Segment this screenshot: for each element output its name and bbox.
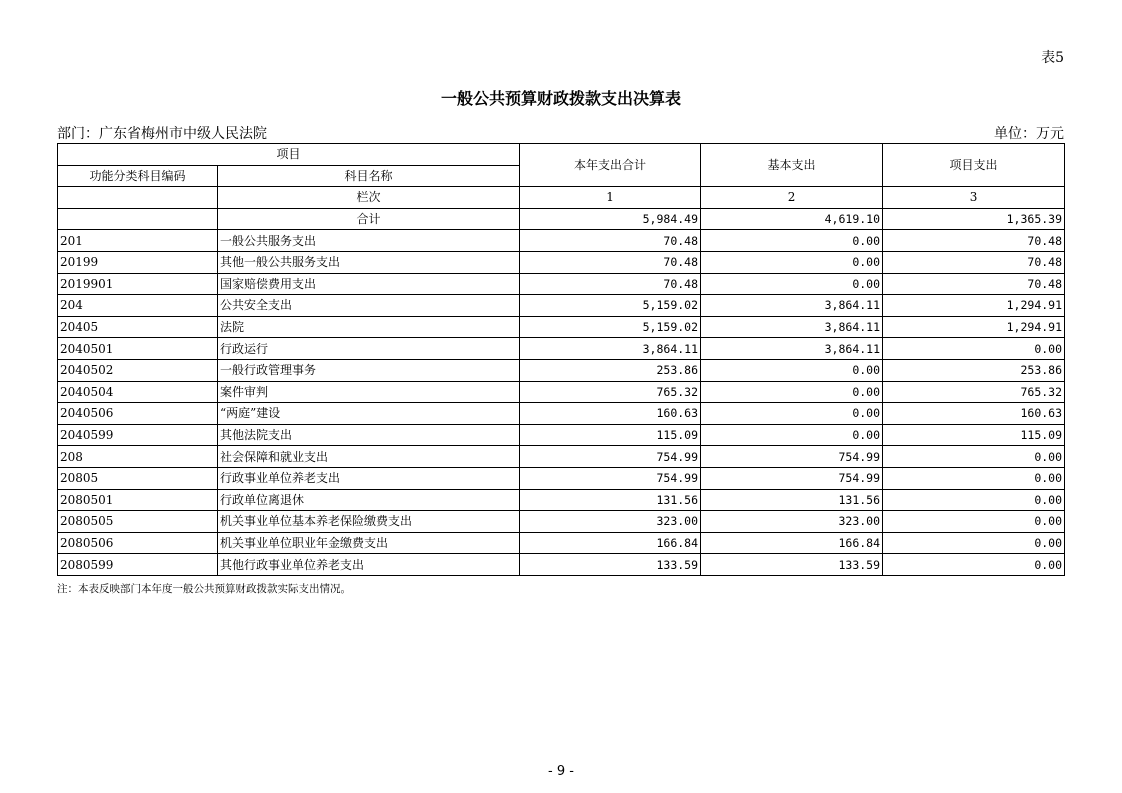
column-index-row: [58, 187, 1065, 209]
row-total: 115.09: [520, 424, 701, 446]
table-row: [58, 403, 1065, 425]
column-index-blank: [58, 187, 218, 209]
summary-total: 5,984.49: [520, 208, 701, 230]
table-number-label: 表5: [1041, 50, 1064, 66]
row-basic: 754.99: [701, 467, 883, 489]
row-project: 0.00: [883, 554, 1065, 576]
row-code: 201: [58, 230, 218, 252]
table-row: [58, 532, 1065, 554]
table-note: 注：本表反映部门本年度一般公共预算财政拨款实际支出情况。: [57, 583, 351, 595]
row-code: 208: [58, 446, 218, 468]
row-name: “两庭”建设: [218, 403, 520, 425]
row-total: 323.00: [520, 511, 701, 533]
row-basic: 3,864.11: [701, 338, 883, 360]
header-row-1: [58, 144, 1065, 166]
column-index-2: 2: [701, 187, 883, 209]
row-total: 754.99: [520, 446, 701, 468]
row-basic: 0.00: [701, 381, 883, 403]
header-name: 科目名称: [218, 165, 520, 187]
row-code: 2019901: [58, 273, 218, 295]
table-row: [58, 359, 1065, 381]
row-basic: 131.56: [701, 489, 883, 511]
table-row: [58, 424, 1065, 446]
row-code: 2040501: [58, 338, 218, 360]
row-name: 行政事业单位养老支出: [218, 467, 520, 489]
row-name: 机关事业单位职业年金缴费支出: [218, 532, 520, 554]
row-name: 法院: [218, 316, 520, 338]
table-row: [58, 251, 1065, 273]
row-basic: 3,864.11: [701, 316, 883, 338]
row-code: 20805: [58, 467, 218, 489]
row-project: 160.63: [883, 403, 1065, 425]
row-name: 其他行政事业单位养老支出: [218, 554, 520, 576]
row-total: 133.59: [520, 554, 701, 576]
row-project: 0.00: [883, 467, 1065, 489]
row-total: 754.99: [520, 467, 701, 489]
row-name: 一般行政管理事务: [218, 359, 520, 381]
row-name: 行政运行: [218, 338, 520, 360]
row-name: 行政单位离退休: [218, 489, 520, 511]
summary-project: 1,365.39: [883, 208, 1065, 230]
row-project: 253.86: [883, 359, 1065, 381]
row-name: 公共安全支出: [218, 295, 520, 317]
row-total: 166.84: [520, 532, 701, 554]
table-row: [58, 467, 1065, 489]
page-number: - 9 -: [548, 764, 574, 779]
header-basic: 基本支出: [701, 144, 883, 187]
summary-blank: [58, 208, 218, 230]
row-code: 20199: [58, 251, 218, 273]
row-name: 其他一般公共服务支出: [218, 251, 520, 273]
row-total: 765.32: [520, 381, 701, 403]
row-total: 3,864.11: [520, 338, 701, 360]
row-name: 国家赔偿费用支出: [218, 273, 520, 295]
row-project: 0.00: [883, 511, 1065, 533]
page-title: 一般公共预算财政拨款支出决算表: [440, 89, 681, 108]
table-row: [58, 554, 1065, 576]
row-total: 70.48: [520, 273, 701, 295]
row-code: 20405: [58, 316, 218, 338]
unit-label: 单位：万元: [994, 126, 1064, 142]
row-code: 2080506: [58, 532, 218, 554]
row-project: 0.00: [883, 489, 1065, 511]
department-label: 部门：广东省梅州市中级人民法院: [57, 126, 267, 142]
row-code: 2040502: [58, 359, 218, 381]
column-index-3: 3: [883, 187, 1065, 209]
row-total: 5,159.02: [520, 316, 701, 338]
row-project: 1,294.91: [883, 295, 1065, 317]
row-project: 70.48: [883, 230, 1065, 252]
summary-label: 合计: [218, 208, 520, 230]
row-basic: 0.00: [701, 403, 883, 425]
row-total: 160.63: [520, 403, 701, 425]
row-basic: 0.00: [701, 251, 883, 273]
row-basic: 133.59: [701, 554, 883, 576]
table-row: [58, 511, 1065, 533]
row-basic: 323.00: [701, 511, 883, 533]
row-basic: 0.00: [701, 424, 883, 446]
column-index-label: 栏次: [218, 187, 520, 209]
row-code: 2080505: [58, 511, 218, 533]
row-basic: 0.00: [701, 273, 883, 295]
row-code: 2080599: [58, 554, 218, 576]
table-row: [58, 273, 1065, 295]
header-project: 项目支出: [883, 144, 1065, 187]
row-code: 2040504: [58, 381, 218, 403]
row-code: 2040506: [58, 403, 218, 425]
row-project: 765.32: [883, 381, 1065, 403]
table-row: [58, 230, 1065, 252]
row-code: 2040599: [58, 424, 218, 446]
table-row: [58, 446, 1065, 468]
expenditure-table: [57, 143, 1065, 576]
summary-row: [58, 208, 1065, 230]
table-row: [58, 489, 1065, 511]
row-basic: 0.00: [701, 359, 883, 381]
row-name: 其他法院支出: [218, 424, 520, 446]
row-total: 253.86: [520, 359, 701, 381]
row-project: 0.00: [883, 338, 1065, 360]
header-code: 功能分类科目编码: [58, 165, 218, 187]
row-project: 0.00: [883, 532, 1065, 554]
row-project: 70.48: [883, 251, 1065, 273]
row-name: 社会保障和就业支出: [218, 446, 520, 468]
row-basic: 754.99: [701, 446, 883, 468]
column-index-1: 1: [520, 187, 701, 209]
row-name: 机关事业单位基本养老保险缴费支出: [218, 511, 520, 533]
header-item: 项目: [58, 144, 520, 166]
row-code: 204: [58, 295, 218, 317]
table-row: [58, 338, 1065, 360]
header-total: 本年支出合计: [520, 144, 701, 187]
row-total: 5,159.02: [520, 295, 701, 317]
row-name: 一般公共服务支出: [218, 230, 520, 252]
table-row: [58, 295, 1065, 317]
row-name: 案件审判: [218, 381, 520, 403]
row-project: 0.00: [883, 446, 1065, 468]
table-row: [58, 381, 1065, 403]
row-basic: 3,864.11: [701, 295, 883, 317]
row-code: 2080501: [58, 489, 218, 511]
row-project: 115.09: [883, 424, 1065, 446]
row-total: 131.56: [520, 489, 701, 511]
row-total: 70.48: [520, 230, 701, 252]
row-basic: 0.00: [701, 230, 883, 252]
row-basic: 166.84: [701, 532, 883, 554]
row-project: 1,294.91: [883, 316, 1065, 338]
summary-basic: 4,619.10: [701, 208, 883, 230]
row-project: 70.48: [883, 273, 1065, 295]
row-total: 70.48: [520, 251, 701, 273]
table-row: [58, 316, 1065, 338]
